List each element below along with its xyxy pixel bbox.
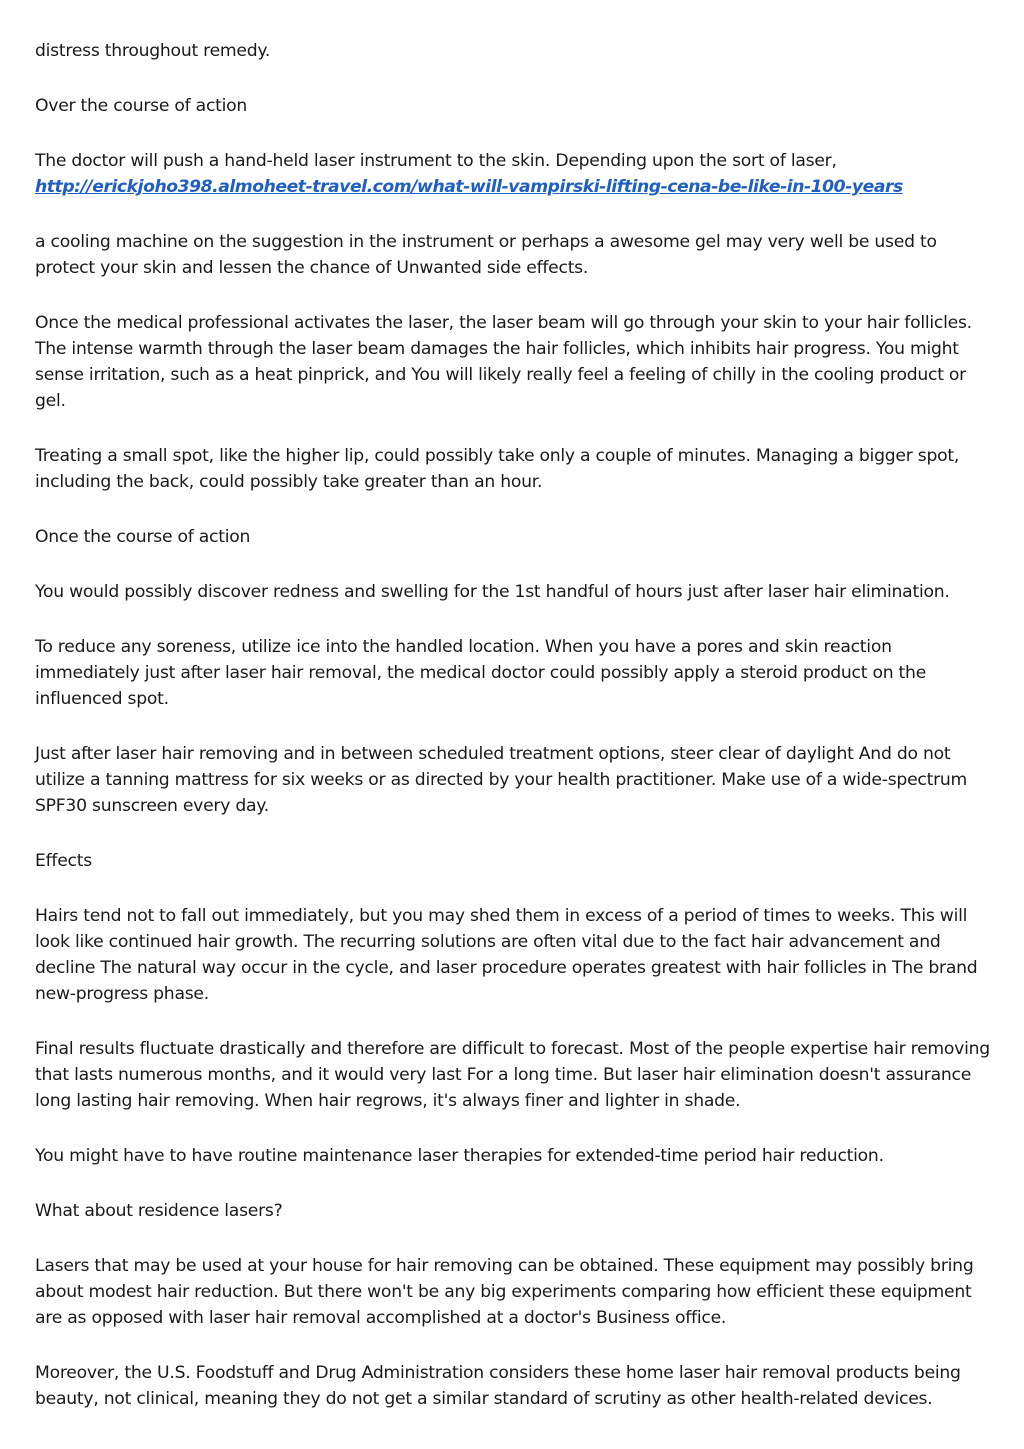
paragraph-hairs-fall-out: Hairs tend not to fall out immediately, but you may shed them in excess of a period of times to weeks. This will look like continued hair growth. The recurring solutions are often vital due to the fact hair advancement and decline The natural way occur in the cycle, and laser procedure operates greatest with hair follicles in The brand new-progress phase. [35, 906, 978, 1004]
paragraph-remedy: distress throughout remedy. [35, 41, 271, 61]
article-link[interactable]: http://erickjoho398.almoheet-travel.com/what-will-vampirski-lifting-cena-be-like-in-100-years [35, 177, 903, 197]
heading-once-the-course: Once the course of action [35, 527, 251, 547]
paragraph-final-results: Final results fluctuate drastically and therefore are difficult to forecast. Most of the people expertise hair removing that lasts numerous months, and it would very last For a long time. But laser hair elimination doesn't assurance long lasting hair removing. When hair regrows, it's always finer and lighter in shade. [35, 1039, 990, 1111]
heading-over-the-course: Over the course of action [35, 96, 248, 116]
document-body [35, 38, 990, 1441]
paragraph-doctor-push-text: The doctor will push a hand-held laser instrument to the skin. Depending upon the sort of laser, [35, 151, 837, 171]
paragraph-doctor-push [35, 148, 990, 200]
heading-effects: Effects [35, 851, 92, 871]
paragraph-soreness: To reduce any soreness, utilize ice into the handled location. When you have a pores and skin reaction immediately just after laser hair removal, the medical doctor could possibly apply a steroid product on the influenced spot. [35, 637, 927, 709]
paragraph-treating-spot: Treating a small spot, like the higher lip, could possibly take only a couple of minutes. Managing a bigger spot, including the back, could possibly take greater than an hour. [35, 446, 960, 492]
paragraph-maintenance: You might have to have routine maintenance laser therapies for extended-time period hair reduction. [35, 1146, 884, 1166]
paragraph-laser-activation: Once the medical professional activates the laser, the laser beam will go through your skin to your hair follicles. The intense warmth through the laser beam damages the hair follicles, which inhibits hair progress. You might sense irritation, such as a heat pinprick, and You will likely really feel a feeling of chilly in the cooling product or gel. [35, 313, 972, 411]
heading-residence-lasers: What about residence lasers? [35, 1201, 283, 1221]
paragraph-redness: You would possibly discover redness and swelling for the 1st handful of hours just after laser hair elimination. [35, 582, 950, 602]
paragraph-home-lasers: Lasers that may be used at your house for hair removing can be obtained. These equipment may possibly bring about modest hair reduction. But there won't be any big experiments comparing how efficient these equipment are as opposed with laser hair removal accomplished at a doctor's Business office. [35, 1256, 974, 1328]
paragraph-fda: Moreover, the U.S. Foodstuff and Drug Administration considers these home laser hair removal products being beauty, not clinical, meaning they do not get a similar standard of scrutiny as other health-related devices. [35, 1363, 961, 1409]
paragraph-sun-avoidance: Just after laser hair removing and in between scheduled treatment options, steer clear of daylight And do not utilize a tanning mattress for six weeks or as directed by your health practitioner. Make use of a wide-spectrum SPF30 sunscreen every day. [35, 744, 968, 816]
paragraph-cooling-machine: a cooling machine on the suggestion in the instrument or perhaps a awesome gel may very well be used to protect your skin and lessen the chance of Unwanted side effects. [35, 232, 937, 278]
